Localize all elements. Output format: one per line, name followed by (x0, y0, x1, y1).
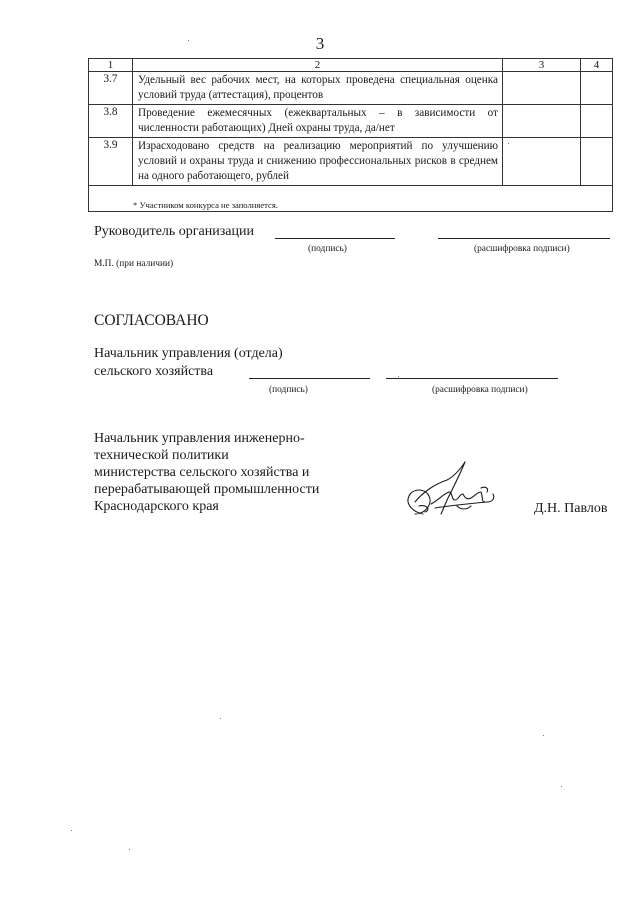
row-description: Проведение ежемесячных (ежеквартальных – в зависимости от численности работающих) Дней охраны труда, да/нет (133, 105, 503, 138)
scan-speck (508, 143, 509, 144)
scan-speck (543, 735, 544, 736)
column-header: 1 (89, 59, 133, 72)
podpis-caption: (подпись) (308, 244, 347, 254)
signatory-line5: Краснодарского края (94, 499, 219, 514)
row-description: Израсходовано средств на реализацию мероприятий по улучшению условий и охраны труда и снижению профессиональных рисков в среднем на одного работающего, рублей (133, 138, 503, 186)
row-number: 3.8 (89, 105, 133, 138)
scan-speck (220, 718, 221, 719)
value-cell (581, 72, 613, 105)
value-cell (503, 105, 581, 138)
column-header: 2 (133, 59, 503, 72)
signature-line (275, 238, 395, 239)
page-number: 3 (315, 34, 325, 53)
scan-speck (398, 376, 399, 377)
value-cell (503, 72, 581, 105)
rasshifrovka-caption: (расшифровка подписи) (474, 244, 570, 254)
signatory-line4: перерабатывающей промышленности (94, 482, 320, 497)
mp-label: М.П. (при наличии) (94, 259, 174, 269)
signatory-line3: министерства сельского хозяйства и (94, 465, 310, 480)
scan-speck (71, 830, 72, 831)
column-header: 3 (503, 59, 581, 72)
row-description: Удельный вес рабочих мест, на которых проведена специальная оценка условий труда (аттестация), процентов (133, 72, 503, 105)
scan-speck (561, 786, 562, 787)
table-header-row (89, 59, 613, 72)
column-header: 4 (581, 59, 613, 72)
value-cell (581, 138, 613, 186)
handwritten-signature (395, 458, 507, 522)
criteria-table (88, 58, 613, 212)
chief-line2: сельского хозяйства (94, 364, 214, 379)
table-row (89, 138, 613, 186)
signatory-line2: технической политики (94, 448, 229, 463)
approval-title: СОГЛАСОВАНО (94, 312, 209, 329)
signatory-name: Д.Н. Павлов (534, 501, 608, 516)
row-number: 3.9 (89, 138, 133, 186)
name-line (386, 378, 558, 379)
rasshifrovka-caption: (расшифровка подписи) (432, 385, 528, 395)
head-label: Руководитель организации (94, 224, 254, 239)
signature-line (249, 378, 370, 379)
name-line (438, 238, 610, 239)
footnote-row (89, 186, 613, 212)
scan-speck (129, 849, 130, 850)
table-row (89, 105, 613, 138)
table-row (89, 72, 613, 105)
footnote: * Участником конкурса не заполняется. (89, 186, 613, 212)
row-number: 3.7 (89, 72, 133, 105)
value-cell (581, 105, 613, 138)
value-cell (503, 138, 581, 186)
signatory-line1: Начальник управления инженерно- (94, 431, 305, 446)
chief-line1: Начальник управления (отдела) (94, 346, 283, 361)
podpis-caption: (подпись) (269, 385, 308, 395)
scan-speck (188, 40, 189, 41)
